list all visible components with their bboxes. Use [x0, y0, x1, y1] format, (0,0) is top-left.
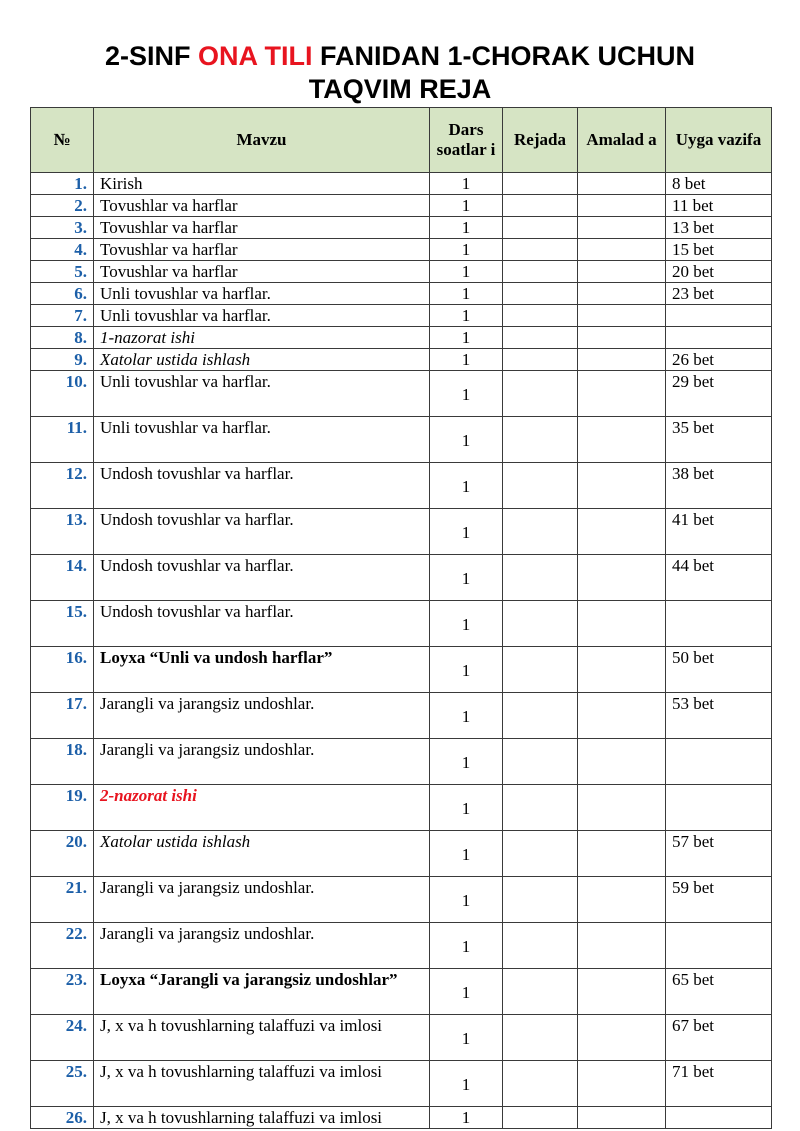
- row-hours: 1: [430, 261, 503, 283]
- row-topic: Kirish: [94, 173, 430, 195]
- row-hours: 1: [430, 239, 503, 261]
- row-homework: 71 bet: [666, 1061, 772, 1107]
- row-actual-date: [578, 327, 666, 349]
- row-actual-date: [578, 305, 666, 327]
- row-topic: 1-nazorat ishi: [94, 327, 430, 349]
- row-number: 6.: [31, 283, 94, 305]
- row-hours: 1: [430, 217, 503, 239]
- row-number: 26.: [31, 1107, 94, 1129]
- row-plan-date: [503, 739, 578, 785]
- row-number: 19.: [31, 785, 94, 831]
- row-number: 8.: [31, 327, 94, 349]
- table-row: [31, 261, 772, 283]
- row-hours: 1: [430, 555, 503, 601]
- table-row: [31, 601, 772, 647]
- row-homework: 41 bet: [666, 509, 772, 555]
- table-row: [31, 417, 772, 463]
- row-homework: 29 bet: [666, 371, 772, 417]
- row-homework: [666, 785, 772, 831]
- row-number: 15.: [31, 601, 94, 647]
- row-actual-date: [578, 261, 666, 283]
- row-actual-date: [578, 1107, 666, 1129]
- row-plan-date: [503, 173, 578, 195]
- row-number: 17.: [31, 693, 94, 739]
- row-homework: 67 bet: [666, 1015, 772, 1061]
- table-row: [31, 555, 772, 601]
- row-number: 10.: [31, 371, 94, 417]
- row-number: 3.: [31, 217, 94, 239]
- table-row: [31, 371, 772, 417]
- row-actual-date: [578, 555, 666, 601]
- row-hours: 1: [430, 693, 503, 739]
- row-number: 12.: [31, 463, 94, 509]
- row-topic: Jarangli va jarangsiz undoshlar.: [94, 693, 430, 739]
- row-hours: 1: [430, 417, 503, 463]
- row-hours: 1: [430, 647, 503, 693]
- row-actual-date: [578, 831, 666, 877]
- row-actual-date: [578, 969, 666, 1015]
- row-topic: Undosh tovushlar va harflar.: [94, 463, 430, 509]
- row-hours: 1: [430, 739, 503, 785]
- row-topic: Jarangli va jarangsiz undoshlar.: [94, 923, 430, 969]
- table-row: [31, 327, 772, 349]
- row-actual-date: [578, 417, 666, 463]
- row-number: 24.: [31, 1015, 94, 1061]
- table-row: [31, 217, 772, 239]
- row-topic: Jarangli va jarangsiz undoshlar.: [94, 877, 430, 923]
- row-number: 1.: [31, 173, 94, 195]
- table-row: [31, 1061, 772, 1107]
- row-topic: Jarangli va jarangsiz undoshlar.: [94, 739, 430, 785]
- row-plan-date: [503, 1107, 578, 1129]
- table-row: [31, 647, 772, 693]
- row-actual-date: [578, 877, 666, 923]
- row-topic: Unli tovushlar va harflar.: [94, 371, 430, 417]
- row-actual-date: [578, 217, 666, 239]
- row-plan-date: [503, 327, 578, 349]
- calendar-plan-table: [30, 107, 772, 1129]
- row-number: 18.: [31, 739, 94, 785]
- row-actual-date: [578, 239, 666, 261]
- row-hours: 1: [430, 969, 503, 1015]
- row-homework: 23 bet: [666, 283, 772, 305]
- row-homework: [666, 601, 772, 647]
- row-homework: 59 bet: [666, 877, 772, 923]
- row-number: 25.: [31, 1061, 94, 1107]
- row-hours: 1: [430, 1061, 503, 1107]
- table-row: [31, 305, 772, 327]
- table-header-row: [31, 108, 772, 173]
- row-actual-date: [578, 647, 666, 693]
- row-plan-date: [503, 509, 578, 555]
- row-actual-date: [578, 283, 666, 305]
- row-hours: 1: [430, 349, 503, 371]
- row-hours: 1: [430, 877, 503, 923]
- page-title: [40, 40, 760, 106]
- row-plan-date: [503, 349, 578, 371]
- header-hours: Dars soatlar i: [430, 108, 503, 173]
- row-homework: [666, 739, 772, 785]
- table-row: [31, 785, 772, 831]
- row-topic: 2-nazorat ishi: [94, 785, 430, 831]
- row-number: 2.: [31, 195, 94, 217]
- row-homework: 15 bet: [666, 239, 772, 261]
- row-actual-date: [578, 195, 666, 217]
- row-number: 23.: [31, 969, 94, 1015]
- title-line-2: TAQVIM REJA: [308, 74, 492, 104]
- row-topic: Loyxa “Unli va undosh harflar”: [94, 647, 430, 693]
- row-actual-date: [578, 349, 666, 371]
- row-plan-date: [503, 195, 578, 217]
- table-row: [31, 739, 772, 785]
- table-row: [31, 239, 772, 261]
- header-topic: Mavzu: [94, 108, 430, 173]
- row-plan-date: [503, 877, 578, 923]
- row-homework: [666, 305, 772, 327]
- row-plan-date: [503, 261, 578, 283]
- row-plan-date: [503, 969, 578, 1015]
- row-topic: Tovushlar va harflar: [94, 239, 430, 261]
- row-hours: 1: [430, 463, 503, 509]
- table-row: [31, 831, 772, 877]
- row-plan-date: [503, 601, 578, 647]
- row-actual-date: [578, 923, 666, 969]
- row-hours: 1: [430, 1107, 503, 1129]
- row-plan-date: [503, 647, 578, 693]
- row-topic: Tovushlar va harflar: [94, 261, 430, 283]
- row-plan-date: [503, 371, 578, 417]
- header-actual-date: Amalad a: [578, 108, 666, 173]
- row-number: 20.: [31, 831, 94, 877]
- header-homework: Uyga vazifa: [666, 108, 772, 173]
- row-number: 22.: [31, 923, 94, 969]
- row-actual-date: [578, 693, 666, 739]
- row-homework: [666, 923, 772, 969]
- row-homework: 26 bet: [666, 349, 772, 371]
- row-hours: 1: [430, 327, 503, 349]
- row-actual-date: [578, 371, 666, 417]
- row-hours: 1: [430, 305, 503, 327]
- row-topic: Unli tovushlar va harflar.: [94, 417, 430, 463]
- row-plan-date: [503, 283, 578, 305]
- row-plan-date: [503, 785, 578, 831]
- row-homework: 65 bet: [666, 969, 772, 1015]
- table-row: [31, 349, 772, 371]
- row-hours: 1: [430, 1015, 503, 1061]
- row-hours: 1: [430, 923, 503, 969]
- row-homework: 11 bet: [666, 195, 772, 217]
- row-plan-date: [503, 217, 578, 239]
- table-row: [31, 509, 772, 555]
- row-homework: [666, 327, 772, 349]
- row-plan-date: [503, 1061, 578, 1107]
- row-number: 13.: [31, 509, 94, 555]
- row-number: 21.: [31, 877, 94, 923]
- row-hours: 1: [430, 831, 503, 877]
- row-hours: 1: [430, 785, 503, 831]
- row-plan-date: [503, 1015, 578, 1061]
- row-number: 5.: [31, 261, 94, 283]
- row-topic: J, x va h tovushlarning talaffuzi va imlosi: [94, 1107, 430, 1129]
- row-topic: J, x va h tovushlarning talaffuzi va imlosi: [94, 1061, 430, 1107]
- table-row: [31, 693, 772, 739]
- table-row: [31, 283, 772, 305]
- table-row: [31, 195, 772, 217]
- row-number: 9.: [31, 349, 94, 371]
- row-actual-date: [578, 509, 666, 555]
- row-actual-date: [578, 463, 666, 509]
- row-hours: 1: [430, 283, 503, 305]
- row-plan-date: [503, 463, 578, 509]
- row-topic: Tovushlar va harflar: [94, 217, 430, 239]
- row-topic: Xatolar ustida ishlash: [94, 831, 430, 877]
- table-body: [31, 173, 772, 1129]
- table-row: [31, 877, 772, 923]
- row-plan-date: [503, 555, 578, 601]
- row-hours: 1: [430, 173, 503, 195]
- table-row: [31, 173, 772, 195]
- row-topic: Unli tovushlar va harflar.: [94, 305, 430, 327]
- row-homework: 8 bet: [666, 173, 772, 195]
- header-plan-date: Rejada: [503, 108, 578, 173]
- row-hours: 1: [430, 601, 503, 647]
- row-topic: Undosh tovushlar va harflar.: [94, 509, 430, 555]
- row-topic: Loyxa “Jarangli va jarangsiz undoshlar”: [94, 969, 430, 1015]
- row-hours: 1: [430, 371, 503, 417]
- row-homework: 44 bet: [666, 555, 772, 601]
- row-plan-date: [503, 417, 578, 463]
- table-row: [31, 1107, 772, 1129]
- row-actual-date: [578, 173, 666, 195]
- table-row: [31, 463, 772, 509]
- row-number: 16.: [31, 647, 94, 693]
- row-topic: Unli tovushlar va harflar.: [94, 283, 430, 305]
- row-homework: 35 bet: [666, 417, 772, 463]
- title-part-1: 2-SINF: [104, 41, 198, 71]
- row-homework: 13 bet: [666, 217, 772, 239]
- table-row: [31, 1015, 772, 1061]
- row-topic: Undosh tovushlar va harflar.: [94, 555, 430, 601]
- row-actual-date: [578, 739, 666, 785]
- row-number: 14.: [31, 555, 94, 601]
- row-homework: 50 bet: [666, 647, 772, 693]
- table-row: [31, 923, 772, 969]
- title-subject: ONA TILI: [198, 41, 313, 71]
- row-actual-date: [578, 785, 666, 831]
- row-plan-date: [503, 305, 578, 327]
- row-homework: 38 bet: [666, 463, 772, 509]
- row-actual-date: [578, 1061, 666, 1107]
- row-homework: [666, 1107, 772, 1129]
- row-actual-date: [578, 601, 666, 647]
- row-hours: 1: [430, 195, 503, 217]
- row-plan-date: [503, 239, 578, 261]
- row-homework: 57 bet: [666, 831, 772, 877]
- row-topic: Tovushlar va harflar: [94, 195, 430, 217]
- row-topic: Xatolar ustida ishlash: [94, 349, 430, 371]
- row-plan-date: [503, 693, 578, 739]
- row-number: 4.: [31, 239, 94, 261]
- row-number: 7.: [31, 305, 94, 327]
- row-number: 11.: [31, 417, 94, 463]
- row-plan-date: [503, 923, 578, 969]
- row-homework: 53 bet: [666, 693, 772, 739]
- row-topic: Undosh tovushlar va harflar.: [94, 601, 430, 647]
- table-row: [31, 969, 772, 1015]
- row-plan-date: [503, 831, 578, 877]
- header-number: №: [31, 108, 94, 173]
- title-part-3: FANIDAN 1-CHORAK UCHUN: [312, 41, 695, 71]
- row-topic: J, x va h tovushlarning talaffuzi va imlosi: [94, 1015, 430, 1061]
- row-actual-date: [578, 1015, 666, 1061]
- row-hours: 1: [430, 509, 503, 555]
- row-homework: 20 bet: [666, 261, 772, 283]
